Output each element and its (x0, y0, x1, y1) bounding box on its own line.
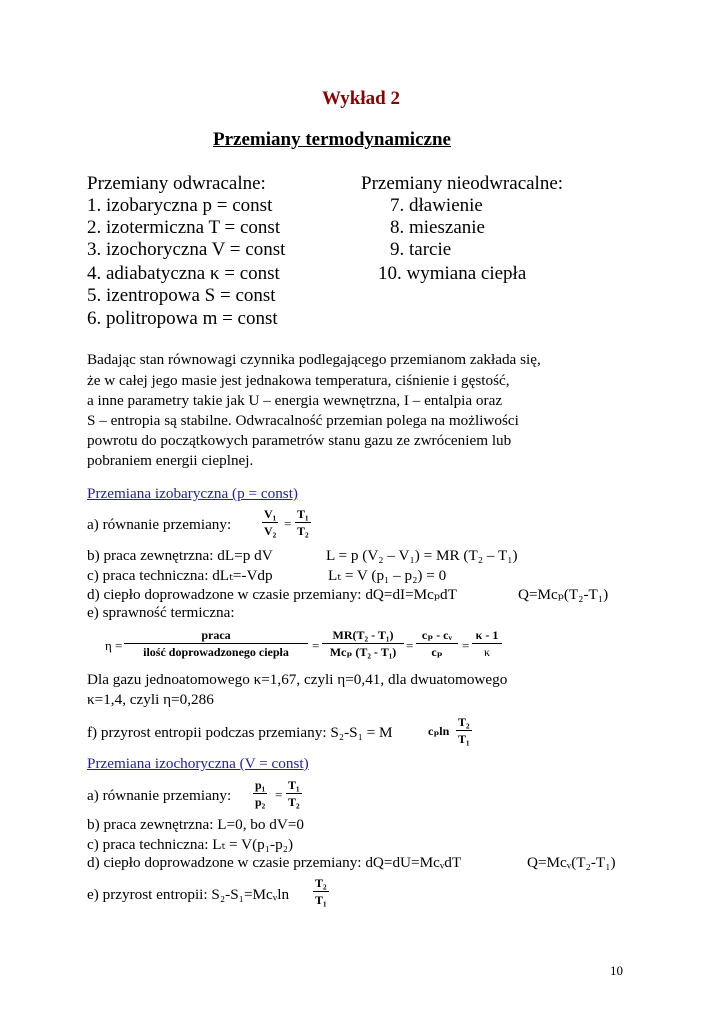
intro-line: S – entropia są stabilne. Odwracalność przemian polega na możliwości (87, 412, 519, 429)
list-item: 2. izotermiczna T = const (87, 217, 281, 238)
isobaric-heading[interactable]: Przemiana izobaryczna (p = const) (87, 485, 298, 502)
fraction-denominator: κ (483, 645, 491, 659)
fraction-numerator: T₂ (315, 876, 327, 890)
list-item: 5. izentropowa S = const (87, 285, 276, 306)
intro-line: że w całej jego masie jest jednakowa temperatura, ciśnienie i gęstość, (87, 372, 510, 389)
efficiency-fraction-1 (124, 627, 308, 660)
eta-symbol: η = (105, 638, 123, 653)
fraction-numerator: MR(T₂ - T₁) (322, 627, 404, 644)
isobaric-d: d) ciepło doprowadzone w czasie przemiany: dQ=dI=McₚdT (87, 586, 457, 603)
fraction-denominator: T₁ (315, 893, 327, 907)
fraction-denominator: ilość doprowadzonego ciepła (143, 645, 289, 659)
equals-sign: = (284, 516, 292, 531)
list-item: 6. politropowa m = const (87, 308, 278, 329)
fraction-denominator: T₂ (297, 524, 309, 538)
fraction-denominator: p₂ (255, 795, 266, 809)
fraction-denominator: T₂ (288, 795, 300, 809)
isobaric-d-formula: Q=Mcₚ(T₂-T₁) (518, 586, 609, 603)
fraction-numerator: T₁ (297, 507, 309, 521)
entropy-fraction (313, 875, 329, 908)
fraction-numerator: cₚ - cᵥ (416, 627, 458, 644)
isobaric-note-2: κ=1,4, czyli η=0,286 (87, 691, 214, 708)
isobaric-note-1: Dla gazu jednoatomowego κ=1,67, czyli η=0,41, dla dwuatomowego (87, 671, 508, 688)
fraction-denominator: Mcₚ (T₂ - T₁) (329, 645, 397, 659)
cp-ln: cₚln (428, 724, 450, 738)
equals-sign: = (312, 638, 320, 653)
list-item: 8. mieszanie (390, 217, 485, 238)
fraction-v (262, 506, 278, 539)
isochoric-c: c) praca techniczna: Lₜ = V(p₁-p₂) (87, 836, 294, 853)
list-item: 7. dławienie (390, 195, 483, 216)
fraction-numerator: T₂ (458, 715, 470, 729)
isochoric-e-label: e) przyrost entropii: S₂-S₁=Mcᵥln (87, 886, 290, 903)
fraction-numerator: V₁ (264, 507, 277, 521)
list-item: 3. izochoryczna V = const (87, 239, 286, 260)
intro-line: powrotu do początkowych parametrów stanu gazu ze zwróceniem lub (87, 432, 512, 449)
equals-sign: = (406, 638, 414, 653)
isochoric-b: b) praca zewnętrzna: L=0, bo dV=0 (87, 816, 305, 833)
efficiency-fraction-2 (322, 627, 404, 660)
fraction-numerator: T₁ (288, 778, 300, 792)
fraction-t (286, 777, 302, 810)
isobaric-a-label: a) równanie przemiany: (87, 516, 232, 533)
fraction-numerator: praca (124, 627, 308, 644)
isochoric-a-label: a) równanie przemiany: (87, 787, 232, 804)
list-item: 9. tarcie (390, 239, 452, 260)
efficiency-fraction-3 (416, 627, 458, 660)
isochoric-heading[interactable]: Przemiana izochoryczna (V = const) (87, 755, 309, 772)
reversible-heading: Przemiany odwracalne: (87, 173, 266, 194)
list-item: 1. izobaryczna p = const (87, 195, 273, 216)
fraction-t (295, 506, 311, 539)
efficiency-fraction-4 (472, 627, 502, 660)
equals-sign: = (462, 638, 470, 653)
intro-line: Badając stan równowagi czynnika podlegającego przemianom zakłada się, (87, 351, 541, 368)
page-number: 10 (610, 963, 623, 978)
isochoric-d: d) ciepło doprowadzone w czasie przemiany: dQ=dU=McᵥdT (87, 854, 462, 871)
fraction-numerator: p₁ (255, 778, 266, 792)
fraction-denominator: cₚ (431, 645, 443, 659)
fraction-denominator: V₂ (264, 524, 277, 538)
equals-sign: = (275, 787, 283, 802)
fraction-p (253, 777, 267, 810)
fraction-denominator: T₁ (458, 732, 470, 746)
isochoric-d-formula: Q=Mcᵥ(T₂-T₁) (527, 854, 616, 871)
entropy-fraction (456, 714, 472, 747)
isobaric-b-formula: L = p (V₂ – V₁) = MR (T₂ – T₁) (326, 547, 518, 564)
isobaric-f-label: f) przyrost entropii podczas przemiany: S₂-S₁ = M (87, 724, 393, 741)
page-title: Przemiany termodynamiczne (213, 129, 451, 150)
isobaric-b: b) praca zewnętrzna: dL=p dV (87, 547, 273, 564)
list-item: 4. adiabatyczna κ = const (87, 263, 280, 284)
irreversible-heading: Przemiany nieodwracalne: (361, 173, 564, 194)
isobaric-e: e) sprawność termiczna: (87, 604, 235, 621)
list-item: 10. wymiana ciepła (378, 263, 527, 284)
isobaric-c-formula: Lₜ = V (p₁ – p₂) = 0 (328, 567, 447, 584)
intro-line: a inne parametry takie jak U – energia wewnętrzna, I – entalpia oraz (87, 392, 503, 409)
intro-line: pobraniem energii cieplnej. (87, 452, 254, 469)
fraction-numerator: κ - 1 (472, 627, 502, 644)
lecture-number: Wykład 2 (322, 88, 400, 109)
isobaric-c: c) praca techniczna: dLₜ=-Vdp (87, 567, 273, 584)
